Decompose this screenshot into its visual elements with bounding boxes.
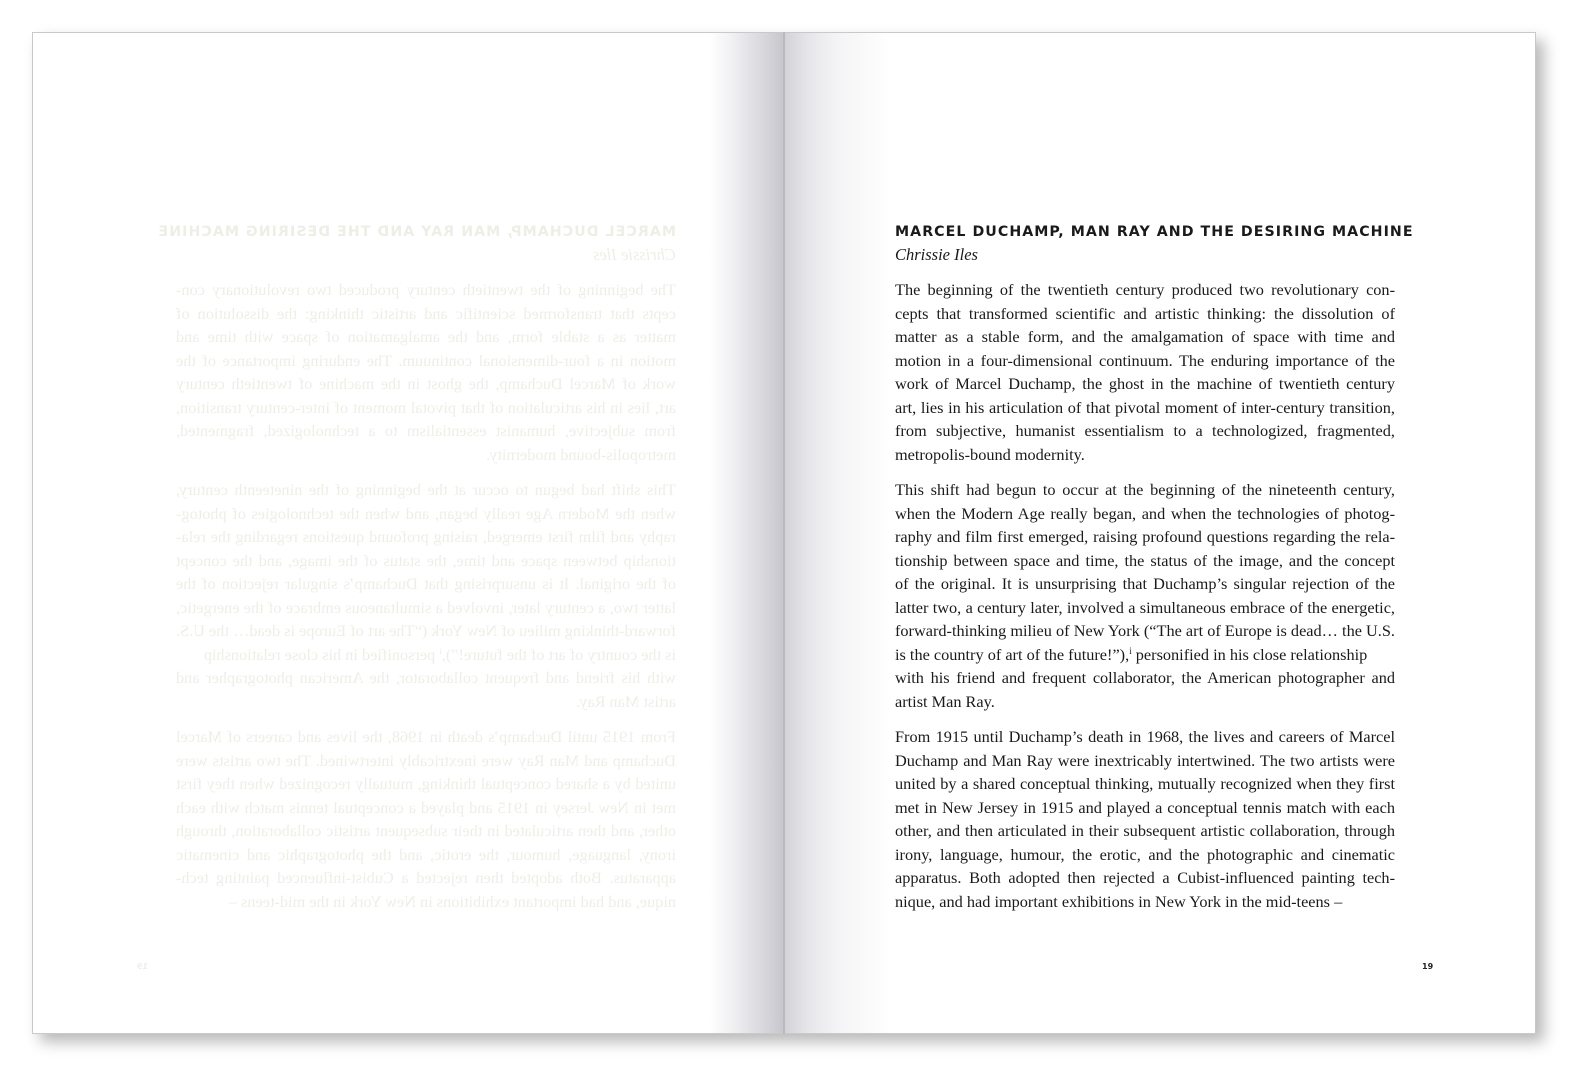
- text-line: met in New Jersey in 1915 and played a conceptual tennis match with each: [176, 797, 676, 817]
- text-line: united by a shared conceptual thinking, mutually recognized when they first: [895, 774, 1395, 793]
- text-line: latter two, a century later, involved a simultaneous embrace of the energetic,: [176, 597, 676, 617]
- text-line: art, lies in his articulation of that pivotal moment of inter-century transition,: [176, 397, 676, 417]
- text-line: with his friend and frequent collaborator, the American photographer and: [895, 668, 1395, 687]
- text-line: apparatus. Both adopted then rejected a Cubist-influenced painting tech-: [895, 868, 1395, 887]
- show-through-headline: MARCEL DUCHAMP, MAN RAY AND THE DESIRING MACHINE: [157, 224, 676, 240]
- text-line: From 1915 until Duchamp’s death in 1968, the lives and careers of Marcel: [895, 727, 1395, 746]
- text-line: cepts that transformed scientific and artistic thinking: the dissolution of: [895, 303, 1395, 323]
- show-through-paragraph: [176, 478, 676, 713]
- text-line: matter as a stable form, and the amalgamation of space with time and: [176, 327, 676, 346]
- paragraph-2: [895, 478, 1395, 713]
- text-line: work of Marcel Duchamp, the ghost in the machine of twentieth century: [176, 374, 676, 393]
- text-line: work of Marcel Duchamp, the ghost in the machine of twentieth century: [895, 374, 1395, 393]
- text-line: Duchamp and Man Ray were inextricably intertwined. The two artists were: [176, 750, 676, 770]
- page-number: 19: [1422, 962, 1434, 971]
- text-line: [895, 643, 1395, 667]
- text-line: nique, and had important exhibitions in New York in the mid-teens –: [228, 891, 676, 911]
- text-line: nique, and had important exhibitions in New York in the mid-teens –: [895, 891, 1343, 911]
- text-line: with his friend and frequent collaborator, the American photographer and: [176, 668, 676, 687]
- text-line: of the original. It is unsurprising that Duchamp’s singular rejection of the: [895, 574, 1395, 593]
- text-line: raphy and film first emerged, raising profound questions regarding the rela-: [895, 527, 1395, 546]
- text-line: from subjective, humanist essentialism to a technologized, fragmented,: [895, 421, 1395, 440]
- paragraph-1: [895, 278, 1395, 466]
- text-line: other, and then articulated in their subsequent artistic collaboration, through: [895, 821, 1395, 840]
- text-line: cepts that transformed scientific and artistic thinking: the dissolution of: [176, 303, 676, 323]
- text-line: metropolis-bound modernity.: [895, 444, 1085, 464]
- article-text: [895, 221, 1414, 925]
- text-line: The beginning of the twentieth century produced two revolutionary con-: [176, 280, 676, 299]
- text-line: tionship between space and time, the status of the image, and the concept: [176, 550, 676, 570]
- text-line: from subjective, humanist essentialism to a technologized, fragmented,: [176, 421, 676, 440]
- text-line: metropolis-bound modernity.: [486, 444, 676, 464]
- text-line: [176, 643, 676, 667]
- show-through-page-number: 19: [136, 962, 148, 971]
- text-line: artist Man Ray.: [576, 691, 676, 711]
- text-fragment: personified in his close relationship: [203, 644, 436, 664]
- text-line: irony, language, humour, the erotic, and the photographic and cinematic: [895, 844, 1395, 864]
- text-line: From 1915 until Duchamp’s death in 1968, the lives and careers of Marcel: [176, 727, 676, 746]
- text-line: of the original. It is unsurprising that Duchamp’s singular rejection of the: [176, 574, 676, 593]
- text-line: forward-thinking milieu of New York (“The art of Europe is dead… the U.S.: [176, 621, 676, 640]
- text-line: Duchamp and Man Ray were inextricably intertwined. The two artists were: [895, 750, 1395, 770]
- left-page: [32, 32, 784, 1034]
- text-line: motion in a four-dimensional continuum. The enduring importance of the: [895, 350, 1395, 370]
- text-line: latter two, a century later, involved a simultaneous embrace of the energetic,: [895, 597, 1395, 617]
- text-line: This shift had begun to occur at the beginning of the nineteenth century,: [176, 480, 676, 499]
- text-line: motion in a four-dimensional continuum. The enduring importance of the: [176, 350, 676, 370]
- right-page: [785, 32, 1536, 1034]
- text-fragment: personified in his close relationship: [1135, 644, 1368, 664]
- text-line: art, lies in his articulation of that pivotal moment of inter-century transition,: [895, 397, 1395, 417]
- text-line: apparatus. Both adopted then rejected a Cubist-influenced painting tech-: [176, 868, 676, 887]
- text-line: artist Man Ray.: [895, 691, 995, 711]
- text-line: matter as a stable form, and the amalgamation of space with time and: [895, 327, 1395, 346]
- book-spread: [32, 32, 1536, 1034]
- text-line: when the Modern Age really began, and when the technologies of photog-: [176, 503, 676, 523]
- show-through-paragraph: [176, 278, 676, 466]
- text-fragment: is the country of art of the future!”),: [895, 644, 1130, 664]
- text-line: when the Modern Age really began, and when the technologies of photog-: [895, 503, 1395, 523]
- show-through-paragraph: [176, 725, 676, 913]
- text-line: forward-thinking milieu of New York (“The art of Europe is dead… the U.S.: [895, 621, 1395, 640]
- paragraph-3: [895, 725, 1395, 913]
- article-headline: MARCEL DUCHAMP, MAN RAY AND THE DESIRING MACHINE: [895, 224, 1414, 240]
- text-line: This shift had begun to occur at the beginning of the nineteenth century,: [895, 480, 1395, 499]
- text-line: raphy and film first emerged, raising profound questions regarding the rela-: [176, 527, 676, 546]
- text-line: tionship between space and time, the status of the image, and the concept: [895, 550, 1395, 570]
- footnote-marker: i: [439, 645, 442, 656]
- text-fragment: is the country of art of the future!”),: [441, 644, 676, 664]
- article-author: Chrissie Iles: [895, 245, 978, 264]
- show-through-text-block: [157, 221, 676, 925]
- show-through-text: [33, 33, 784, 1034]
- footnote-marker[interactable]: i: [1129, 645, 1132, 656]
- text-line: The beginning of the twentieth century produced two revolutionary con-: [895, 280, 1395, 299]
- text-line: met in New Jersey in 1915 and played a conceptual tennis match with each: [895, 797, 1395, 817]
- text-line: united by a shared conceptual thinking, mutually recognized when they first: [176, 774, 676, 793]
- text-line: irony, language, humour, the erotic, and the photographic and cinematic: [176, 844, 676, 864]
- text-line: other, and then articulated in their subsequent artistic collaboration, through: [176, 821, 676, 840]
- show-through-author: Chrissie Iles: [593, 245, 676, 264]
